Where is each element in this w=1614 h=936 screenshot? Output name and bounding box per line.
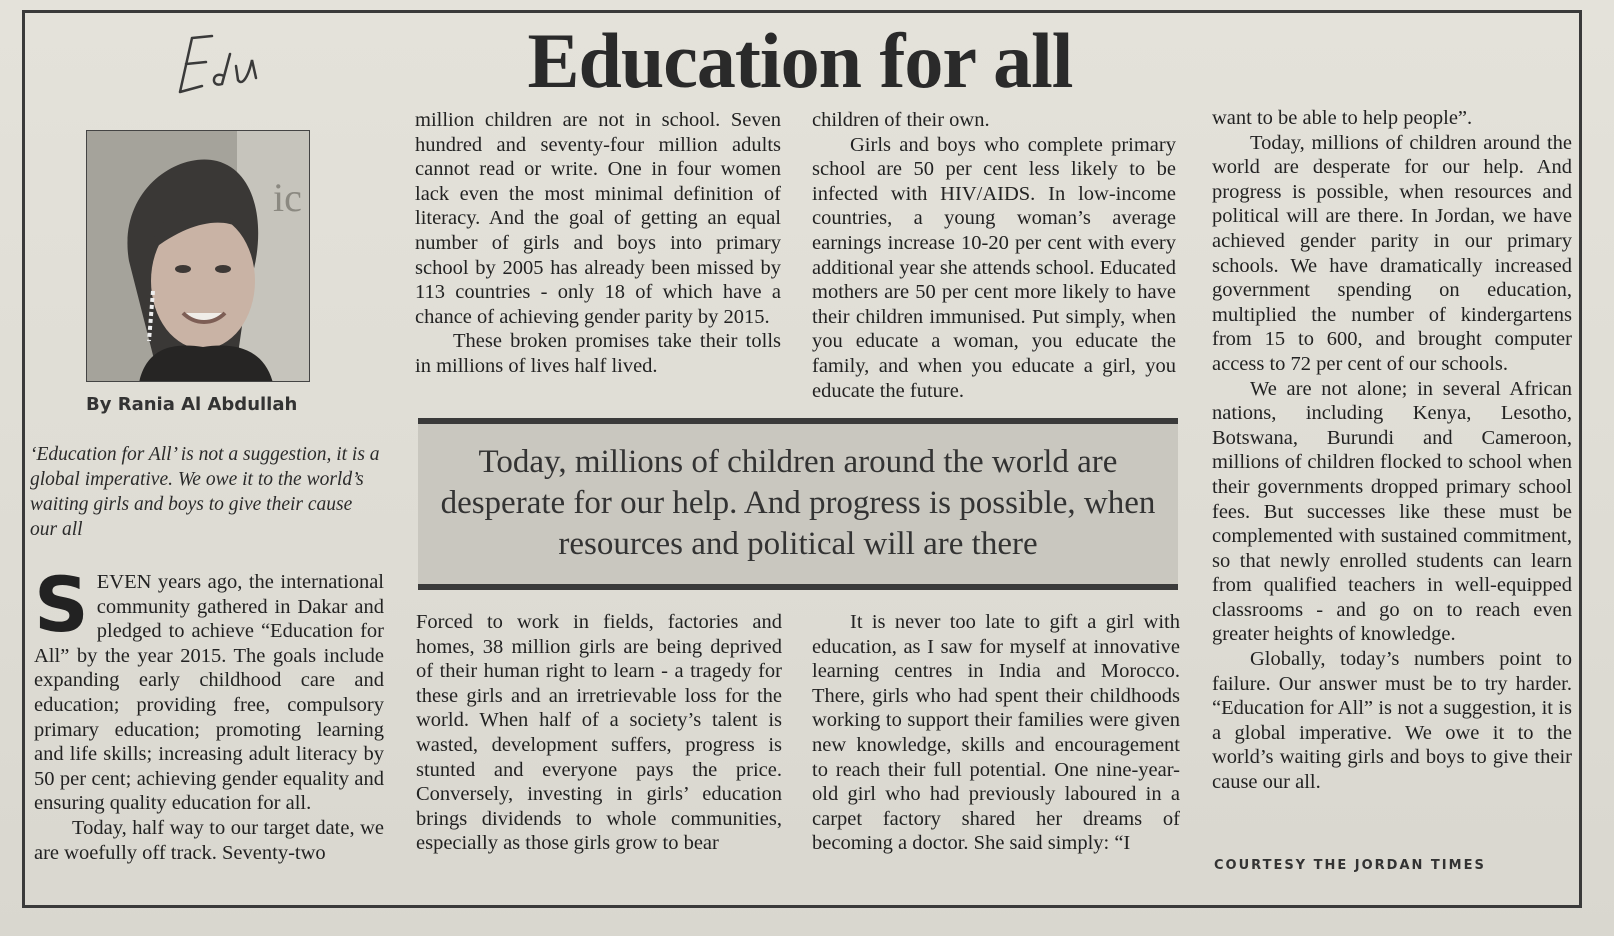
paragraph: We are not alone; in several African nations, including Kenya, Lesotho, Botswana, Burundi and Cameroon, millions of children flocked to school when their governments dropped primary school fees. But successes like these must be complemented with sustained commitment, so that newly enrolled students can learn from qualified teachers in well-equipped classrooms - and go on to reach even greater heights of knowledge. bbox=[1212, 377, 1572, 646]
paragraph: Forced to work in fields, factories and homes, 38 million girls are being deprived of their human right to learn - a tragedy for these girls and an irretrievable loss for the world. When half of a society’s talent is wasted, development suffers, progress is stunted and everyone pays the price. Conversely, investing in girls’ education brings dividends to whole communities, especially as those girls grow to bear bbox=[416, 611, 782, 855]
svg-text:ic: ic bbox=[273, 175, 302, 220]
paragraph: Today, millions of children around the world are desperate for our help. And progress is possible, when resources and political will are there. In Jordan, we have achieved gender parity in our primary schools. We have dramatically increased government spending on education, multiplied the number of kindergartens from 15 to 600, and brought computer access to 72 per cent of our schools. bbox=[1212, 131, 1572, 375]
paragraph: These broken promises take their tolls in millions of lives half lived. bbox=[415, 330, 781, 377]
paragraph: children of their own. bbox=[812, 109, 990, 131]
paragraph: Today, half way to our target date, we are woefully off track. Seventy-two bbox=[34, 816, 384, 864]
column-2-bottom bbox=[416, 610, 782, 856]
paragraph: It is never too late to gift a girl with education, as I saw for myself at innovative learning centres in India and Morocco. There, girls who had spent their childhoods working to support their families were given new knowledge, skills and encouragement to reach their full potential. One nine-year-old girl who had previously laboured in a carpet factory shared her dreams of becoming a doctor. She said simply: “I bbox=[812, 611, 1180, 855]
courtesy-credit: COURTESY THE JORDAN TIMES bbox=[1214, 858, 1486, 873]
handwritten-edu-annotation bbox=[172, 30, 272, 100]
intro-standfirst: ‘Education for All’ is not a suggestion, it is a global imperative. We owe it to the world’s waiting girls and boys to give their cause our all bbox=[30, 444, 380, 540]
column-4 bbox=[1212, 106, 1572, 795]
column-3-bottom bbox=[812, 610, 1180, 856]
column-3-top bbox=[812, 108, 1176, 403]
column-2-top bbox=[415, 108, 781, 379]
paragraph: million children are not in school. Seven hundred and seventy-four million adults cannot read or write. One in four women lack even the most minimal definition of literacy. And the goal of getting an equal number of girls and boys into primary school by 2005 has already been missed by 113 countries - only 18 of which have a chance of achieving gender parity by 2015. bbox=[415, 109, 781, 328]
paragraph: Globally, today’s numbers point to failure. Our answer must be to try harder. “Education for All” is not a suggestion, it is a global imperative. We owe it to the world’s waiting girls and boys to give their cause our all. bbox=[1212, 648, 1572, 794]
byline: By Rania Al Abdullah bbox=[86, 394, 298, 415]
paragraph: want to be able to help people”. bbox=[1212, 107, 1473, 129]
drop-cap: S bbox=[34, 560, 89, 649]
column-1 bbox=[34, 560, 384, 865]
author-photo bbox=[86, 130, 310, 382]
paragraph: Girls and boys who complete primary school are 50 per cent less likely to be infected with HIV/AIDS. In low-income countries, a young woman’s average earnings increase 10-20 per cent with every additional year she attends school. Educated mothers are 50 per cent more likely to have their children immunised. Put simply, when you educate a woman, you educate the family, and when you educate a girl, you educate the future. bbox=[812, 133, 1176, 402]
pull-quote-box bbox=[418, 418, 1178, 590]
paragraph bbox=[34, 560, 384, 816]
headline: Education for all bbox=[527, 17, 1073, 104]
pull-quote: Today, millions of children around the world are desperate for our help. And progress is possible, when resources and political will are there bbox=[440, 444, 1156, 562]
paragraph-text: EVEN years ago, the international community gathered in Dakar and pledged to achieve “Education for All” by the year 2015. The goals include expanding early childhood care and education; providing free, compulsory primary education; promoting learning and life skills; increasing adult literacy by 50 per cent; achieving gender equality and ensuring quality education for all. bbox=[34, 571, 384, 815]
